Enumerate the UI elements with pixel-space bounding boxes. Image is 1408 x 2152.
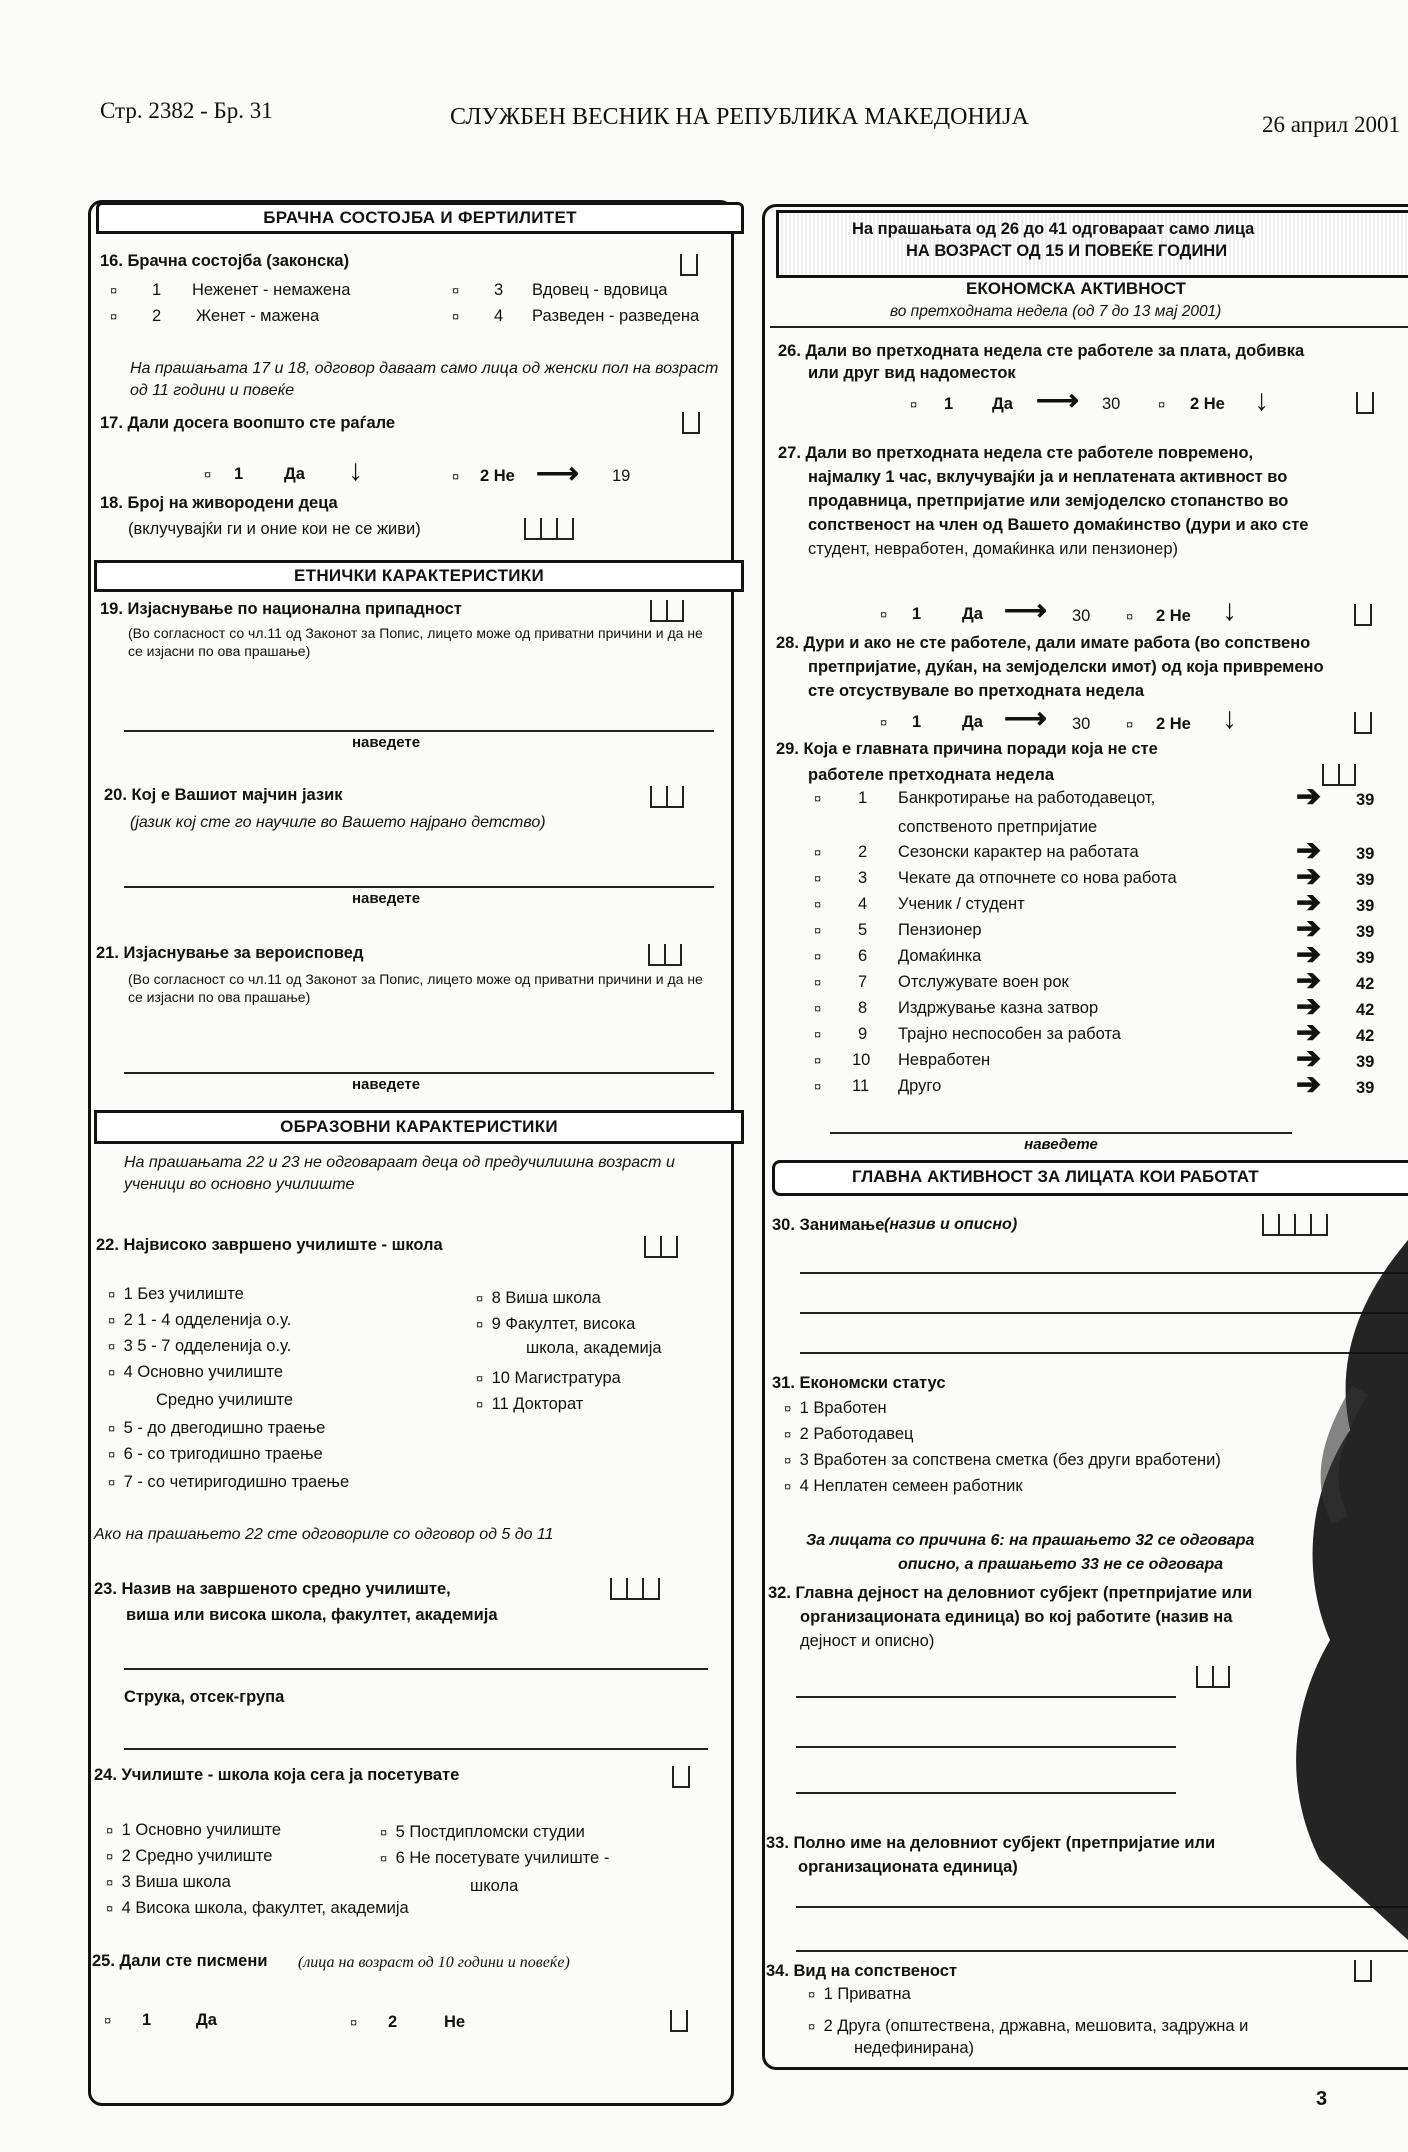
q29-reason-4-text: Ученик / студент [898, 895, 1025, 913]
q29-reason-2-option[interactable]: ¤ [814, 845, 822, 860]
q27-yes-option[interactable]: ¤ [880, 607, 888, 622]
q29-reason-10-goto: 39 [1356, 1053, 1375, 1071]
q30-label: 30. Занимање [772, 1216, 885, 1234]
q33-line-2[interactable] [796, 1950, 1408, 1952]
q29-reason-9-num: 9 [858, 1025, 868, 1043]
q27-code-box[interactable] [1354, 604, 1372, 626]
q22-opt-3[interactable]: ¤ 3 5 - 7 одделенија о.у. [108, 1337, 292, 1355]
q20-code-box[interactable] [650, 786, 684, 808]
q29-reason-8-num: 8 [858, 999, 868, 1017]
right-arrow-icon: ➔ [1296, 1068, 1322, 1101]
note-q22-answer: Ако на прашањето 22 сте одговориле со одговор од 5 до 11 [94, 1526, 554, 1543]
q34-opt-2[interactable]: ¤ 2 Друга (општествена, државна, мешовита, задружна и [808, 2018, 1249, 2035]
note-q31: За лицата со причина 6: на прашањето 32 се одговара [806, 1532, 1255, 1549]
q26-label: 26. Дали во претходната недела сте работеле за плата, добивка [778, 342, 1305, 360]
q22-opt-1[interactable]: ¤ 1 Без училиште [108, 1285, 244, 1303]
q22-opt-11[interactable]: ¤ 11 Докторат [476, 1395, 584, 1413]
right-arrow-icon: ➔ [1296, 912, 1322, 945]
q26-no-option[interactable]: ¤ [1158, 397, 1166, 412]
q19-specify-label: наведете [351, 734, 421, 751]
economic-activity-subtitle: во претходната недела (од 7 до 13 мај 2001) [890, 303, 1222, 320]
q29-reason-7-goto: 42 [1356, 975, 1375, 993]
q29-reason-4-goto: 39 [1356, 897, 1375, 915]
q16-opt-4-text: Разведен - разведена [532, 307, 700, 325]
q31-opt-3[interactable]: ¤ 3 Вработен за сопствена сметка (без други вработени) [784, 1452, 1221, 1469]
q21-specify-label: наведете [351, 1076, 421, 1093]
q17-label: 17. Дали досега воопшто сте раѓале [100, 414, 396, 432]
q27-no-option[interactable]: ¤ [1126, 609, 1134, 624]
q24-opt-2-text: 2 Средно училиште [121, 1847, 273, 1865]
q24-opt-6-cont: школа [470, 1877, 519, 1895]
q29-reason-8-goto: 42 [1356, 1001, 1375, 1019]
q34-opt-2-cont: недефинирана) [854, 2039, 974, 2057]
q29-reason-3-text: Чекате да отпочнете со нова работа [898, 869, 1177, 887]
q29-reason-6-option[interactable]: ¤ [814, 949, 822, 964]
q27-goto-30: 30 [1072, 607, 1091, 625]
q29-label: 29. Која е главната причина поради која не сте [776, 740, 1158, 758]
q29-reason-1-option[interactable]: ¤ [814, 791, 822, 806]
q18-count-box[interactable] [524, 518, 574, 540]
q17-yes-num: 1 [234, 465, 244, 483]
section-marital-status: БРАЧНА СОСТОЈБА И ФЕРТИЛИТЕТ [96, 202, 744, 234]
q16-opt-3-text: Вдовец - вдовица [532, 281, 668, 299]
q22-opt-3-text: 3 5 - 7 одделенија о.у. [123, 1337, 292, 1355]
q22-opt-9-text: 9 Факултет, висока [491, 1315, 636, 1333]
right-arrow-icon: ➔ [1296, 990, 1322, 1023]
q31-opt-1[interactable]: ¤ 1 Вработен [784, 1399, 887, 1417]
q22-opt-8[interactable]: ¤ 8 Виша школа [476, 1289, 601, 1307]
q26-no-label: 2 Не [1190, 395, 1225, 413]
page-ref: Стр. 2382 - Бр. 31 [100, 98, 273, 123]
right-arrow-icon: ⟶ [1036, 384, 1080, 417]
age-notice-line2: НА ВОЗРАСТ ОД 15 И ПОВЕЌЕ ГОДИНИ [906, 242, 1228, 260]
right-arrow-icon: ⟶ [1004, 594, 1048, 627]
q21-answer-line[interactable] [124, 1072, 714, 1074]
q29-reason-7-num: 7 [858, 973, 868, 991]
right-arrow-icon: ➔ [1296, 1016, 1322, 1049]
q17-yes-label: Да [284, 465, 305, 483]
section-main-activity: ГЛАВНА АКТИВНОСТ ЗА ЛИЦАТА КОИ РАБОТАТ [852, 1167, 1259, 1186]
q16-opt-2[interactable]: ¤ [110, 309, 118, 324]
q29-reason-1-num: 1 [858, 789, 868, 807]
q25-no-label: Не [444, 2013, 466, 2031]
q24-opt-3-text: 3 Виша школа [121, 1873, 231, 1891]
q34-opt-2-text: 2 Друга (општествена, државна, мешовита, задружна и [823, 2018, 1249, 2035]
q28-label: 28. Дури и ако не сте работеле, дали имате работа (во сопствено [776, 634, 1311, 652]
q29-reason-3-goto: 39 [1356, 871, 1375, 889]
q29-label-cont: работеле претходната недела [808, 766, 1055, 784]
q24-opt-4[interactable]: ¤ 4 Висока школа, факултет, академија [106, 1899, 409, 1917]
q24-opt-3[interactable]: ¤ 3 Виша школа [106, 1873, 231, 1891]
q31-opt-2-text: 2 Работодавец [799, 1425, 914, 1443]
q29-reason-11-goto: 39 [1356, 1079, 1375, 1097]
q28-yes-num: 1 [912, 713, 922, 731]
q26-yes-num: 1 [944, 395, 954, 413]
section-ethnic: ЕТНИЧКИ КАРАКТЕРИСТИКИ [94, 560, 744, 592]
q32-line-1[interactable] [796, 1696, 1176, 1698]
q16-opt-3[interactable]: ¤ [452, 283, 460, 298]
q29-reason-4-option[interactable]: ¤ [814, 897, 822, 912]
q25-note: (лица на возраст од 10 години и повеќе) [298, 1954, 570, 1971]
q22-opt-5-text: 5 - до двегодишно траење [123, 1419, 326, 1437]
q29-reason-7-text: Отслужувате воен рок [898, 973, 1069, 991]
q22-secondary-heading: Средно училиште [156, 1391, 294, 1409]
q29-reason-4-num: 4 [858, 895, 868, 913]
q28-line-2: сте отсуствувале во претходната недела [808, 682, 1144, 700]
q22-opt-6[interactable]: ¤ 6 - со тригодишно траење [108, 1445, 323, 1463]
q22-opt-11-text: 11 Докторат [491, 1395, 584, 1413]
q32-line-3[interactable] [796, 1792, 1176, 1794]
right-arrow-icon: ➔ [1296, 780, 1322, 813]
q28-yes-option[interactable]: ¤ [880, 715, 888, 730]
q27-line-2: продавница, претпријатие или земјоделско стопанство во [808, 492, 1289, 510]
q31-opt-3-text: 3 Вработен за сопствена сметка (без други вработени) [799, 1452, 1221, 1469]
q25-no-num: 2 [388, 2013, 398, 2031]
q20-label: 20. Кој е Вашиот мајчин јазик [104, 786, 343, 804]
q16-opt-3-num: 3 [494, 281, 504, 299]
q28-no-label: 2 Не [1156, 715, 1191, 733]
right-arrow-icon: ➔ [1296, 886, 1322, 919]
q22-opt-8-text: 8 Виша школа [491, 1289, 601, 1307]
q16-code-box[interactable] [680, 254, 698, 276]
right-arrow-icon: ➔ [1296, 938, 1322, 971]
q30-note: (назив и описно) [884, 1216, 1018, 1233]
q29-reason-7-option[interactable]: ¤ [814, 975, 822, 990]
q33-label-cont: организационата единица) [798, 1858, 1018, 1876]
q29-reason-1-text: Банкротирање на работодавецот, [898, 789, 1156, 807]
q25-no-option[interactable]: ¤ [350, 2015, 358, 2030]
q21-code-box[interactable] [648, 944, 682, 966]
q20-subtext: (јазик кој сте го научиле во Вашето најрано детство) [130, 814, 546, 831]
q29-reason-6-text: Домаќинка [898, 947, 982, 965]
q26-yes-label: Да [992, 395, 1013, 413]
q30-code-box[interactable] [1262, 1214, 1328, 1236]
q16-opt-2-num: 2 [152, 307, 162, 325]
q21-subtext: (Во согласност со чл.11 од Законот за Попис, лицето може од приватни причини и да не се изјасни по ова прашање) [128, 971, 703, 1006]
q19-label: 19. Изјаснување по национална припадност [100, 600, 462, 618]
q29-reason-8-option[interactable]: ¤ [814, 1001, 822, 1016]
q29-reason-10-option[interactable]: ¤ [814, 1053, 822, 1068]
q23-field-line[interactable] [124, 1748, 708, 1750]
q24-opt-6-text: 6 Не посетувате училиште - [395, 1849, 610, 1867]
q23-answer-line[interactable] [124, 1668, 708, 1670]
q22-code-box[interactable] [644, 1236, 678, 1258]
note-q31-cont: описно, а прашањето 33 не се одговара [898, 1556, 1224, 1573]
q32-label-cont2: дејност и описно) [800, 1632, 935, 1650]
q23-code-box[interactable] [610, 1578, 660, 1600]
q23-label: 23. Назив на завршеното средно училиште, [94, 1580, 451, 1598]
q19-answer-line[interactable] [124, 730, 714, 732]
q27-line-1: најмалку 1 час, вклучувајќи ја и неплатената активност во [808, 468, 1288, 486]
q25-yes-label: Да [196, 2011, 217, 2029]
q31-label: 31. Економски статус [772, 1374, 946, 1392]
note-q22-q23: На прашањата 22 и 23 не одговараат деца од предучилишна возраст и ученици во основно училиште [124, 1154, 675, 1193]
q34-code-box[interactable] [1354, 1960, 1372, 1982]
age-notice-line1: На прашањата од 26 до 41 одговараат само лица [852, 220, 1255, 238]
down-arrow-icon: ↓ [348, 454, 363, 487]
q16-opt-2-text: Женет - мажена [196, 307, 320, 325]
q20-specify-label: наведете [351, 890, 421, 907]
q29-reason-2-text: Сезонски карактер на работата [898, 843, 1139, 861]
q25-yes-option[interactable]: ¤ [104, 2013, 112, 2028]
q32-label-cont: организационата единица) во кој работите (назив на [800, 1608, 1233, 1626]
q22-opt-2-text: 2 1 - 4 одделенија о.у. [123, 1311, 292, 1329]
q19-code-box[interactable] [650, 600, 684, 622]
q16-opt-1-text: Неженет - немажена [192, 281, 351, 299]
q22-label: 22. Највисоко завршено училиште - школа [96, 1236, 443, 1254]
q32-line-2[interactable] [796, 1746, 1176, 1748]
q33-label: 33. Полно име на деловниот субјект (претпријатие или [766, 1834, 1216, 1852]
q29-code-box[interactable] [1322, 764, 1356, 786]
q24-label: 24. Училиште - школа која сега ја посетувате [94, 1766, 460, 1784]
section-education: ОБРАЗОВНИ КАРАКТЕРИСТИКИ [94, 1110, 744, 1144]
q32-code-box[interactable] [1196, 1666, 1230, 1688]
q24-opt-5-text: 5 Постдипломски студии [395, 1823, 585, 1841]
q26-code-box[interactable] [1356, 392, 1374, 414]
q29-reason-3-num: 3 [858, 869, 868, 887]
q31-opt-1-text: 1 Вработен [799, 1399, 887, 1417]
q22-opt-6-text: 6 - со тригодишно траење [123, 1445, 323, 1463]
q24-opt-5[interactable]: ¤ 5 Постдипломски студии [380, 1823, 585, 1841]
q24-opt-1-text: 1 Основно училиште [121, 1821, 282, 1839]
q19-subtext: (Во согласност со чл.11 од Законот за Попис, лицето може од приватни причини и да не се изјасни по ова прашање) [128, 625, 703, 660]
q29-reason-2-goto: 39 [1356, 845, 1375, 863]
q22-opt-7-text: 7 - со четиригодишно траење [123, 1473, 350, 1491]
down-arrow-icon: ↓ [1222, 702, 1237, 735]
q29-reason-6-num: 6 [858, 947, 868, 965]
right-arrow-icon: ➔ [1296, 834, 1322, 867]
q22-opt-5[interactable]: ¤ 5 - до двегодишно траење [108, 1419, 326, 1437]
q29-specify-label: наведете [1024, 1136, 1098, 1153]
q29-reason-9-goto: 42 [1356, 1027, 1375, 1045]
q29-reason-10-text: Невработен [898, 1051, 991, 1069]
down-arrow-icon: ↓ [1254, 384, 1269, 417]
right-arrow-icon: ➔ [1296, 860, 1322, 893]
q24-code-box[interactable] [672, 1766, 690, 1788]
down-arrow-icon: ↓ [1222, 594, 1237, 627]
q16-opt-1[interactable]: ¤ [110, 283, 118, 298]
q16-label: 16. Брачна состојба (законска) [100, 252, 350, 270]
right-arrow-icon: ⟶ [536, 457, 580, 490]
q22-opt-2[interactable]: ¤ 2 1 - 4 одделенија о.у. [108, 1311, 292, 1329]
econ-divider [770, 326, 1408, 328]
q29-reason-1-goto: 39 [1356, 791, 1375, 809]
q28-code-box[interactable] [1354, 712, 1372, 734]
q29-answer-line[interactable] [830, 1132, 1292, 1134]
q17-code-box[interactable] [682, 412, 700, 434]
q27-yes-num: 1 [912, 605, 922, 623]
q29-reason-1-cont: сопственото претпријатие [898, 818, 1098, 836]
q31-opt-4-text: 4 Неплатен семеен работник [799, 1477, 1023, 1495]
q18-label: 18. Број на живородени деца [100, 494, 338, 512]
q21-label: 21. Изјаснување за вероисповед [96, 944, 364, 962]
q23-label-cont: виша или висока школа, факултет, академија [126, 1606, 498, 1624]
q22-opt-9[interactable]: ¤ 9 Факултет, висока [476, 1315, 636, 1333]
q22-opt-10[interactable]: ¤ 10 Магистратура [476, 1369, 621, 1387]
right-arrow-icon: ➔ [1296, 1042, 1322, 1075]
q28-line-1: претпријатие, дуќан, на земјоделски имот) од која привремено [808, 658, 1324, 676]
q25-label: 25. Дали сте писмени [92, 1952, 268, 1970]
q27-no-label: 2 Не [1156, 607, 1191, 625]
q29-reason-11-option[interactable]: ¤ [814, 1079, 822, 1094]
q25-code-box[interactable] [670, 2010, 688, 2032]
q27-label: 27. Дали во претходната недела сте работеле повремено, [778, 444, 1254, 462]
q22-opt-10-text: 10 Магистратура [491, 1369, 621, 1387]
right-arrow-icon: ➔ [1296, 964, 1322, 997]
q29-reason-9-text: Трајно неспособен за работа [898, 1025, 1121, 1043]
q29-reason-9-option[interactable]: ¤ [814, 1027, 822, 1042]
q34-opt-1-text: 1 Приватна [823, 1985, 911, 2003]
q27-line-3: сопственост на член од Вашето домаќинство (дури и ако сте [808, 516, 1309, 534]
right-arrow-icon: ⟶ [1004, 702, 1048, 735]
q28-yes-label: Да [962, 713, 983, 731]
q24-opt-2[interactable]: ¤ 2 Средно училиште [106, 1847, 273, 1865]
q22-opt-1-text: 1 Без училиште [123, 1285, 244, 1303]
q17-yes-option[interactable]: ¤ [204, 467, 212, 482]
q17-no-label: 2 Не [480, 467, 515, 485]
q17-no-option[interactable]: ¤ [452, 469, 460, 484]
q29-reason-5-text: Пензионер [898, 921, 982, 939]
page-number: 3 [1316, 2088, 1328, 2110]
q29-reason-10-num: 10 [852, 1051, 871, 1069]
q29-reason-3-option[interactable]: ¤ [814, 871, 822, 886]
q28-goto-30: 30 [1072, 715, 1091, 733]
q29-reason-5-option[interactable]: ¤ [814, 923, 822, 938]
q16-opt-1-num: 1 [152, 281, 162, 299]
q22-opt-9-cont: школа, академија [526, 1339, 662, 1357]
q17-goto-number: 19 [612, 467, 631, 485]
q22-opt-4-text: 4 Основно училиште [123, 1363, 284, 1381]
q18-subtext: (вклучувајќи ги и оние кои не се живи) [128, 520, 421, 538]
note-q17-q18: На прашањата 17 и 18, одговор даваат само лица од женски пол на возраст од 11 години и повеќе [130, 360, 719, 399]
q29-reason-6-goto: 39 [1356, 949, 1375, 967]
q32-label: 32. Главна дејност на деловниот субјект (претпријатие или [768, 1584, 1253, 1602]
q25-yes-num: 1 [142, 2011, 152, 2029]
journal-title: СЛУЖБЕН ВЕСНИК НА РЕПУБЛИКА МАКЕДОНИЈА [450, 104, 1029, 130]
q23-field-label: Струка, отсек-група [124, 1688, 285, 1706]
q16-opt-4-num: 4 [494, 307, 504, 325]
q29-reason-8-text: Издржување казна затвор [898, 999, 1099, 1017]
q26-label-cont: или друг вид надоместок [808, 364, 1016, 382]
q29-reason-5-goto: 39 [1356, 923, 1375, 941]
q24-opt-4-text: 4 Висока школа, факултет, академија [121, 1899, 409, 1917]
issue-date: 26 април 2001 [1262, 112, 1400, 137]
scan-smudge [1240, 1240, 1408, 1940]
q28-no-option[interactable]: ¤ [1126, 717, 1134, 732]
q27-yes-label: Да [962, 605, 983, 623]
section-economic-activity: ЕКОНОМСКА АКТИВНОСТ [966, 279, 1186, 298]
q29-reason-2-num: 2 [858, 843, 868, 861]
q16-opt-4[interactable]: ¤ [452, 309, 460, 324]
q24-opt-6[interactable]: ¤ 6 Не посетувате училиште - [380, 1849, 610, 1867]
q31-opt-4[interactable]: ¤ 4 Неплатен семеен работник [784, 1477, 1023, 1495]
q31-opt-2[interactable]: ¤ 2 Работодавец [784, 1425, 914, 1443]
q20-answer-line[interactable] [124, 886, 714, 888]
q27-line-4: студент, невработен, домаќинка или пензионер) [808, 540, 1179, 558]
q22-opt-7[interactable]: ¤ 7 - со четиригодишно траење [108, 1473, 350, 1491]
q26-goto-30: 30 [1102, 395, 1121, 413]
q34-label: 34. Вид на сопственост [766, 1962, 958, 1980]
q24-opt-1[interactable]: ¤ 1 Основно училиште [106, 1821, 282, 1839]
q22-opt-4[interactable]: ¤ 4 Основно училиште [108, 1363, 284, 1381]
q34-opt-1[interactable]: ¤ 1 Приватна [808, 1985, 911, 2003]
q26-yes-option[interactable]: ¤ [910, 397, 918, 412]
q29-reason-11-num: 11 [852, 1077, 870, 1095]
q29-reason-5-num: 5 [858, 921, 868, 939]
q29-reason-11-text: Друго [898, 1077, 942, 1095]
